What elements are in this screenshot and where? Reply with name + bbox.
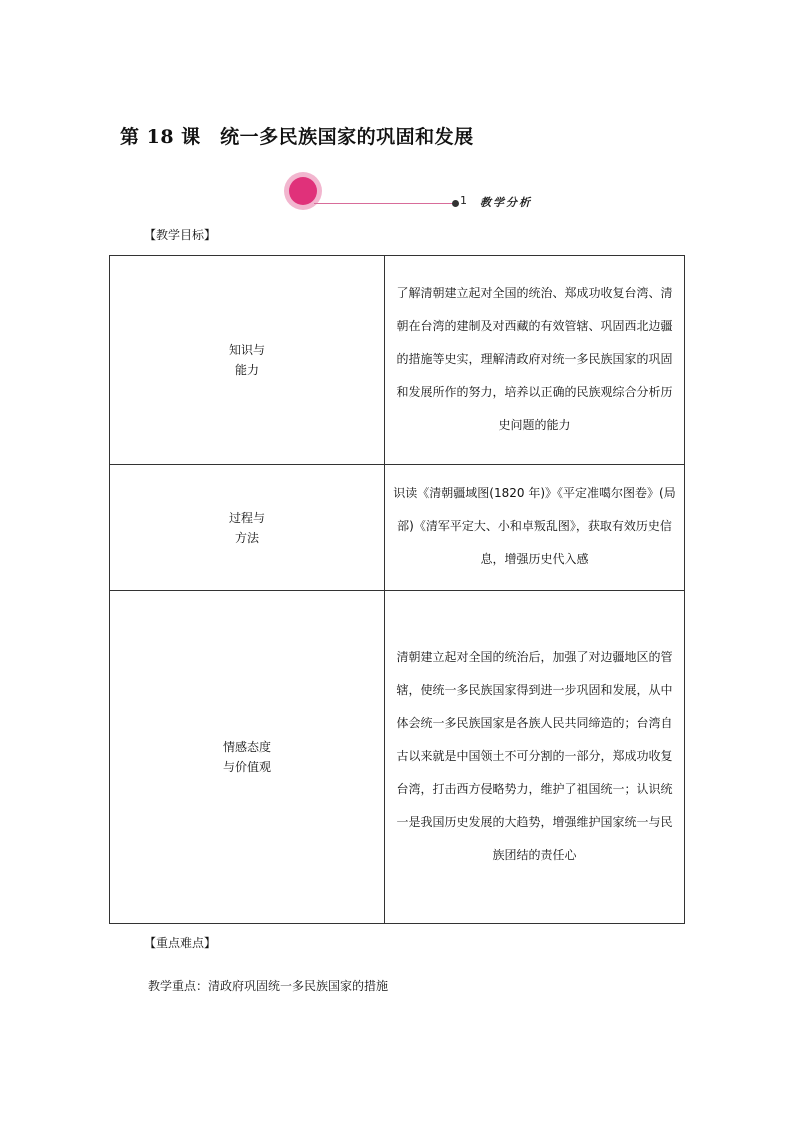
teaching-focus: 教学重点：清政府巩固统一多民族国家的措施 xyxy=(148,979,389,993)
objectives-heading: 【教学目标】 xyxy=(144,228,217,242)
objective-description: 清朝建立起对全国的统治后，加强了对边疆地区的管辖，使统一多民族国家得到进一步巩固和发展，从中体会统一多民族国家是各族人民共同缔造的；台湾自古以来就是中国领土不可分割的一部分，郑成功收复台湾，打击西方侵略势力，维护了祖国统一；认识统一是我国历史发展的大趋势，增强维护国家统一与民族团结的责任心 xyxy=(385,591,685,924)
objective-category-cell xyxy=(110,465,385,591)
lesson-title: 第 18 课 统一多民族国家的巩固和发展 xyxy=(120,126,474,148)
key-points-heading: 【重点难点】 xyxy=(144,936,217,950)
table-row xyxy=(110,591,685,924)
banner-number: 1 xyxy=(460,194,467,207)
banner-circle-inner xyxy=(289,177,317,205)
objective-category-cell xyxy=(110,256,385,465)
banner-label: 教学分析 xyxy=(480,196,532,209)
objective-category: 知识与 能力 xyxy=(228,343,265,377)
banner-dot-icon xyxy=(452,200,459,207)
objective-description: 识读《清朝疆域图(1820 年)》《平定准噶尔图卷》(局部)《清军平定大、小和卓叛乱图》，获取有效历史信息，增强历史代入感 xyxy=(385,465,685,591)
table-row xyxy=(110,465,685,591)
objective-description: 了解清朝建立起对全国的统治、郑成功收复台湾、清朝在台湾的建制及对西藏的有效管辖、巩固西北边疆的措施等史实，理解清政府对统一多民族国家的巩固和发展所作的努力，培养以正确的民族观综合分析历史问题的能力 xyxy=(385,256,685,465)
section-banner xyxy=(284,172,564,212)
objective-category: 情感态度 与价值观 xyxy=(222,740,271,774)
banner-circle-icon xyxy=(284,172,322,210)
objective-category-cell xyxy=(110,591,385,924)
table-row xyxy=(110,256,685,465)
banner-divider-line xyxy=(314,203,454,204)
objective-category: 过程与 方法 xyxy=(228,510,265,545)
objectives-table xyxy=(109,255,685,924)
